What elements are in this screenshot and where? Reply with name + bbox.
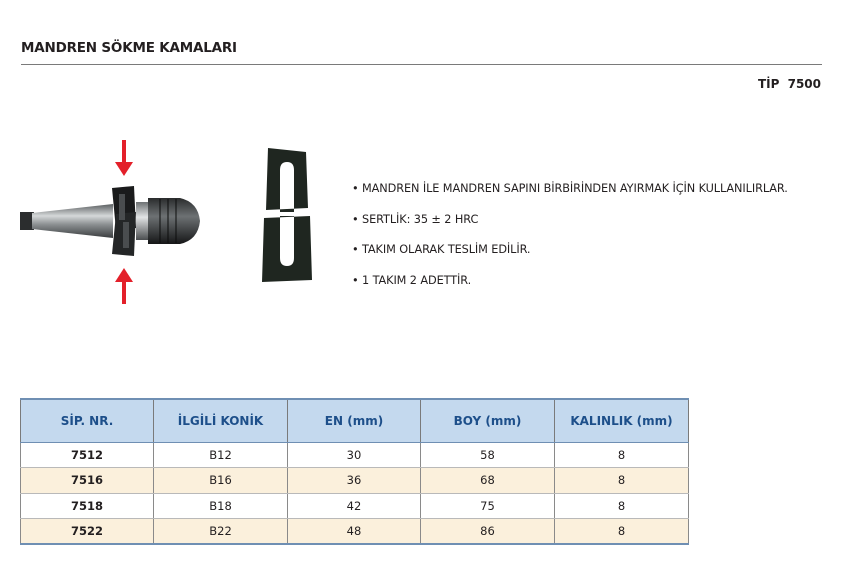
cell-width: 48 bbox=[288, 519, 421, 545]
wedge-bottom bbox=[262, 216, 312, 282]
cell-length: 86 bbox=[421, 519, 555, 545]
bullet-icon: • bbox=[352, 212, 359, 226]
cell-taper: B18 bbox=[154, 493, 288, 519]
chuck-arbor-illustration bbox=[18, 136, 208, 308]
header-taper: İLGİLİ KONİK bbox=[154, 399, 288, 442]
cell-thickness: 8 bbox=[555, 442, 689, 468]
header-order-no: SİP. NR. bbox=[21, 399, 154, 442]
bullet-icon: • bbox=[352, 243, 359, 256]
feature-list bbox=[352, 181, 788, 303]
cell-taper: B22 bbox=[154, 519, 288, 545]
feature-item: • 1 TAKIM 2 ADETTİR. bbox=[352, 273, 472, 287]
cell-taper: B12 bbox=[154, 442, 288, 468]
title-divider bbox=[21, 64, 822, 65]
cell-length: 68 bbox=[421, 468, 555, 494]
cell-width: 42 bbox=[288, 493, 421, 519]
table-header-row bbox=[21, 399, 689, 442]
cell-length: 75 bbox=[421, 493, 555, 519]
cell-thickness: 8 bbox=[555, 493, 689, 519]
header-width: EN (mm) bbox=[288, 399, 421, 442]
arbor-tang bbox=[20, 212, 34, 230]
table-row bbox=[21, 468, 689, 494]
cell-order-no: 7512 bbox=[21, 442, 154, 468]
down-arrow-icon bbox=[115, 140, 133, 176]
cell-taper: B16 bbox=[154, 468, 288, 494]
chuck-body bbox=[148, 198, 200, 244]
cell-thickness: 8 bbox=[555, 468, 689, 494]
page-title: MANDREN SÖKME KAMALARI bbox=[21, 40, 237, 56]
up-arrow-icon bbox=[115, 268, 133, 304]
feature-item: • SERTLİK: 35 ± 2 HRC bbox=[352, 212, 479, 226]
table-row bbox=[21, 493, 689, 519]
wedge-set-illustration bbox=[260, 148, 316, 284]
table-row bbox=[21, 519, 689, 545]
wedge-top bbox=[266, 148, 308, 212]
bullet-icon: • bbox=[352, 182, 359, 195]
cell-order-no: 7522 bbox=[21, 519, 154, 545]
arbor-shank bbox=[32, 204, 113, 238]
header-thickness: KALINLIK (mm) bbox=[555, 399, 689, 442]
bullet-icon: • bbox=[352, 273, 359, 287]
cell-length: 58 bbox=[421, 442, 555, 468]
cell-thickness: 8 bbox=[555, 519, 689, 545]
spec-table bbox=[20, 398, 689, 545]
cell-order-no: 7516 bbox=[21, 468, 154, 494]
cell-order-no: 7518 bbox=[21, 493, 154, 519]
cell-width: 30 bbox=[288, 442, 421, 468]
chuck-ring bbox=[136, 202, 150, 240]
feature-item: • MANDREN İLE MANDREN SAPINI BİRBİRİNDEN AYIRMAK İÇİN KULLANILIRLAR. bbox=[352, 182, 788, 195]
table-row bbox=[21, 442, 689, 468]
header-length: BOY (mm) bbox=[421, 399, 555, 442]
feature-item: • TAKIM OLARAK TESLİM EDİLİR. bbox=[352, 243, 531, 256]
cell-width: 36 bbox=[288, 468, 421, 494]
type-label: TİP 7500 bbox=[757, 77, 821, 91]
